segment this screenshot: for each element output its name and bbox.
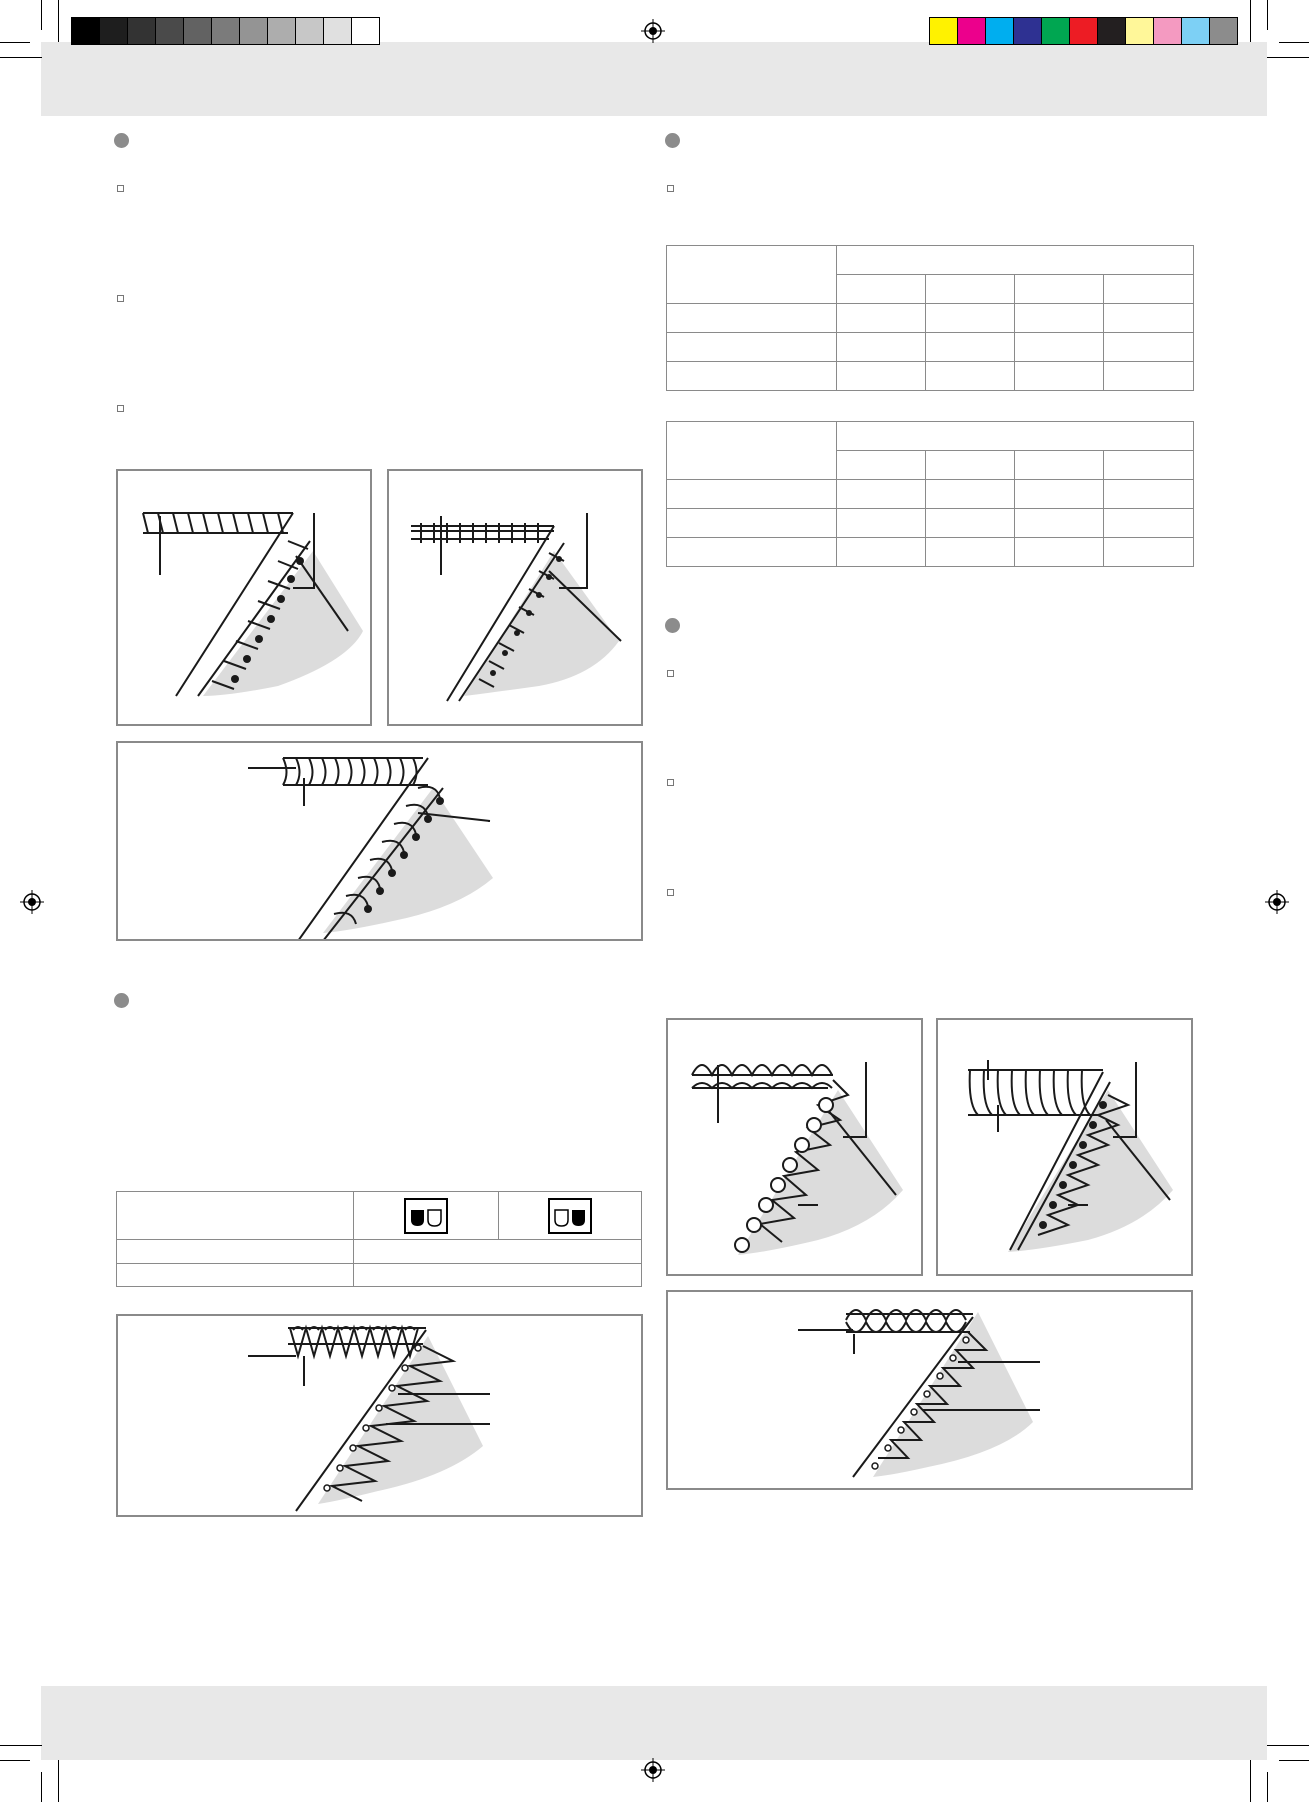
footer-band	[41, 1686, 1267, 1760]
table-cell	[837, 304, 926, 333]
table-cell	[1104, 480, 1194, 509]
table-cell	[667, 509, 837, 538]
table-cell	[1104, 362, 1194, 391]
color-swatch	[1181, 17, 1210, 45]
table-cell	[667, 480, 837, 509]
table-cell	[1015, 509, 1104, 538]
registration-mark-icon	[641, 1758, 665, 1782]
table-cell	[926, 538, 1015, 567]
gray-swatch	[267, 17, 296, 45]
color-swatch	[1041, 17, 1070, 45]
table-cell	[926, 333, 1015, 362]
table-cell	[1015, 480, 1104, 509]
table-cell	[1104, 333, 1194, 362]
table-cell	[1104, 451, 1194, 480]
gray-swatch	[351, 17, 380, 45]
gray-swatch	[239, 17, 268, 45]
table-cell	[837, 246, 1194, 275]
table-cell	[837, 480, 926, 509]
table-cell	[1015, 333, 1104, 362]
registration-mark-icon	[1265, 890, 1289, 914]
gray-swatch	[127, 17, 156, 45]
stitch-figure	[936, 1018, 1193, 1276]
table-cell	[667, 422, 837, 480]
table-cell	[837, 451, 926, 480]
table-cell	[667, 246, 837, 304]
section-heading-dot-icon	[114, 993, 129, 1008]
table-cell	[926, 275, 1015, 304]
table-cell	[667, 333, 837, 362]
table-cell	[117, 1240, 354, 1264]
stitch-figure	[387, 469, 643, 726]
section-heading-dot-icon	[665, 618, 680, 633]
table-cell	[837, 333, 926, 362]
table-cell	[1104, 275, 1194, 304]
stitch-figure	[666, 1290, 1193, 1490]
needle-left-filled-icon	[404, 1198, 448, 1234]
checkbox-bullet-icon	[667, 889, 674, 896]
table-cell	[926, 362, 1015, 391]
stitch-figure	[666, 1018, 923, 1276]
table-cell	[1104, 304, 1194, 333]
table-cell	[1104, 509, 1194, 538]
table-cell	[667, 362, 837, 391]
stitch-figure	[116, 1314, 643, 1517]
table-cell	[354, 1240, 642, 1264]
table-cell	[837, 538, 926, 567]
color-swatch	[1153, 17, 1182, 45]
table-cell	[837, 362, 926, 391]
checkbox-bullet-icon	[117, 185, 124, 192]
table-cell	[1015, 304, 1104, 333]
checkbox-bullet-icon	[117, 295, 124, 302]
table-cell	[837, 275, 926, 304]
gray-swatch	[71, 17, 100, 45]
gray-swatch	[323, 17, 352, 45]
gray-swatch	[99, 17, 128, 45]
color-swatch	[1013, 17, 1042, 45]
stitch-figure	[116, 741, 643, 941]
header-band	[41, 42, 1267, 116]
table-cell	[926, 304, 1015, 333]
color-swatch	[1209, 17, 1238, 45]
needle-right-filled-icon	[548, 1198, 592, 1234]
table-cell	[837, 509, 926, 538]
table-cell	[354, 1192, 499, 1240]
table-cell	[1015, 451, 1104, 480]
registration-mark-icon	[20, 890, 44, 914]
stitch-figure	[116, 469, 372, 726]
table-cell	[1104, 538, 1194, 567]
table-cell	[837, 422, 1194, 451]
gray-swatch	[211, 17, 240, 45]
table-cell	[499, 1192, 642, 1240]
checkbox-bullet-icon	[667, 779, 674, 786]
table-cell	[926, 509, 1015, 538]
color-swatch	[1069, 17, 1098, 45]
settings-table	[666, 421, 1194, 567]
settings-table	[666, 245, 1194, 391]
registration-mark-icon	[641, 19, 665, 43]
section-heading-dot-icon	[665, 133, 680, 148]
gray-swatch	[155, 17, 184, 45]
needle-selector-table	[116, 1191, 642, 1287]
checkbox-bullet-icon	[667, 185, 674, 192]
color-swatch	[957, 17, 986, 45]
color-swatch	[929, 17, 958, 45]
section-heading-dot-icon	[114, 133, 129, 148]
checkbox-bullet-icon	[667, 670, 674, 677]
table-cell	[1015, 538, 1104, 567]
table-cell	[667, 538, 837, 567]
color-swatch	[985, 17, 1014, 45]
table-cell	[926, 451, 1015, 480]
table-cell	[354, 1264, 642, 1287]
table-cell	[1015, 275, 1104, 304]
color-swatch	[1125, 17, 1154, 45]
table-cell	[926, 480, 1015, 509]
table-cell	[667, 304, 837, 333]
table-cell	[117, 1192, 354, 1240]
table-cell	[1015, 362, 1104, 391]
gray-swatch	[183, 17, 212, 45]
checkbox-bullet-icon	[117, 405, 124, 412]
color-swatch	[1097, 17, 1126, 45]
table-cell	[117, 1264, 354, 1287]
gray-swatch	[295, 17, 324, 45]
